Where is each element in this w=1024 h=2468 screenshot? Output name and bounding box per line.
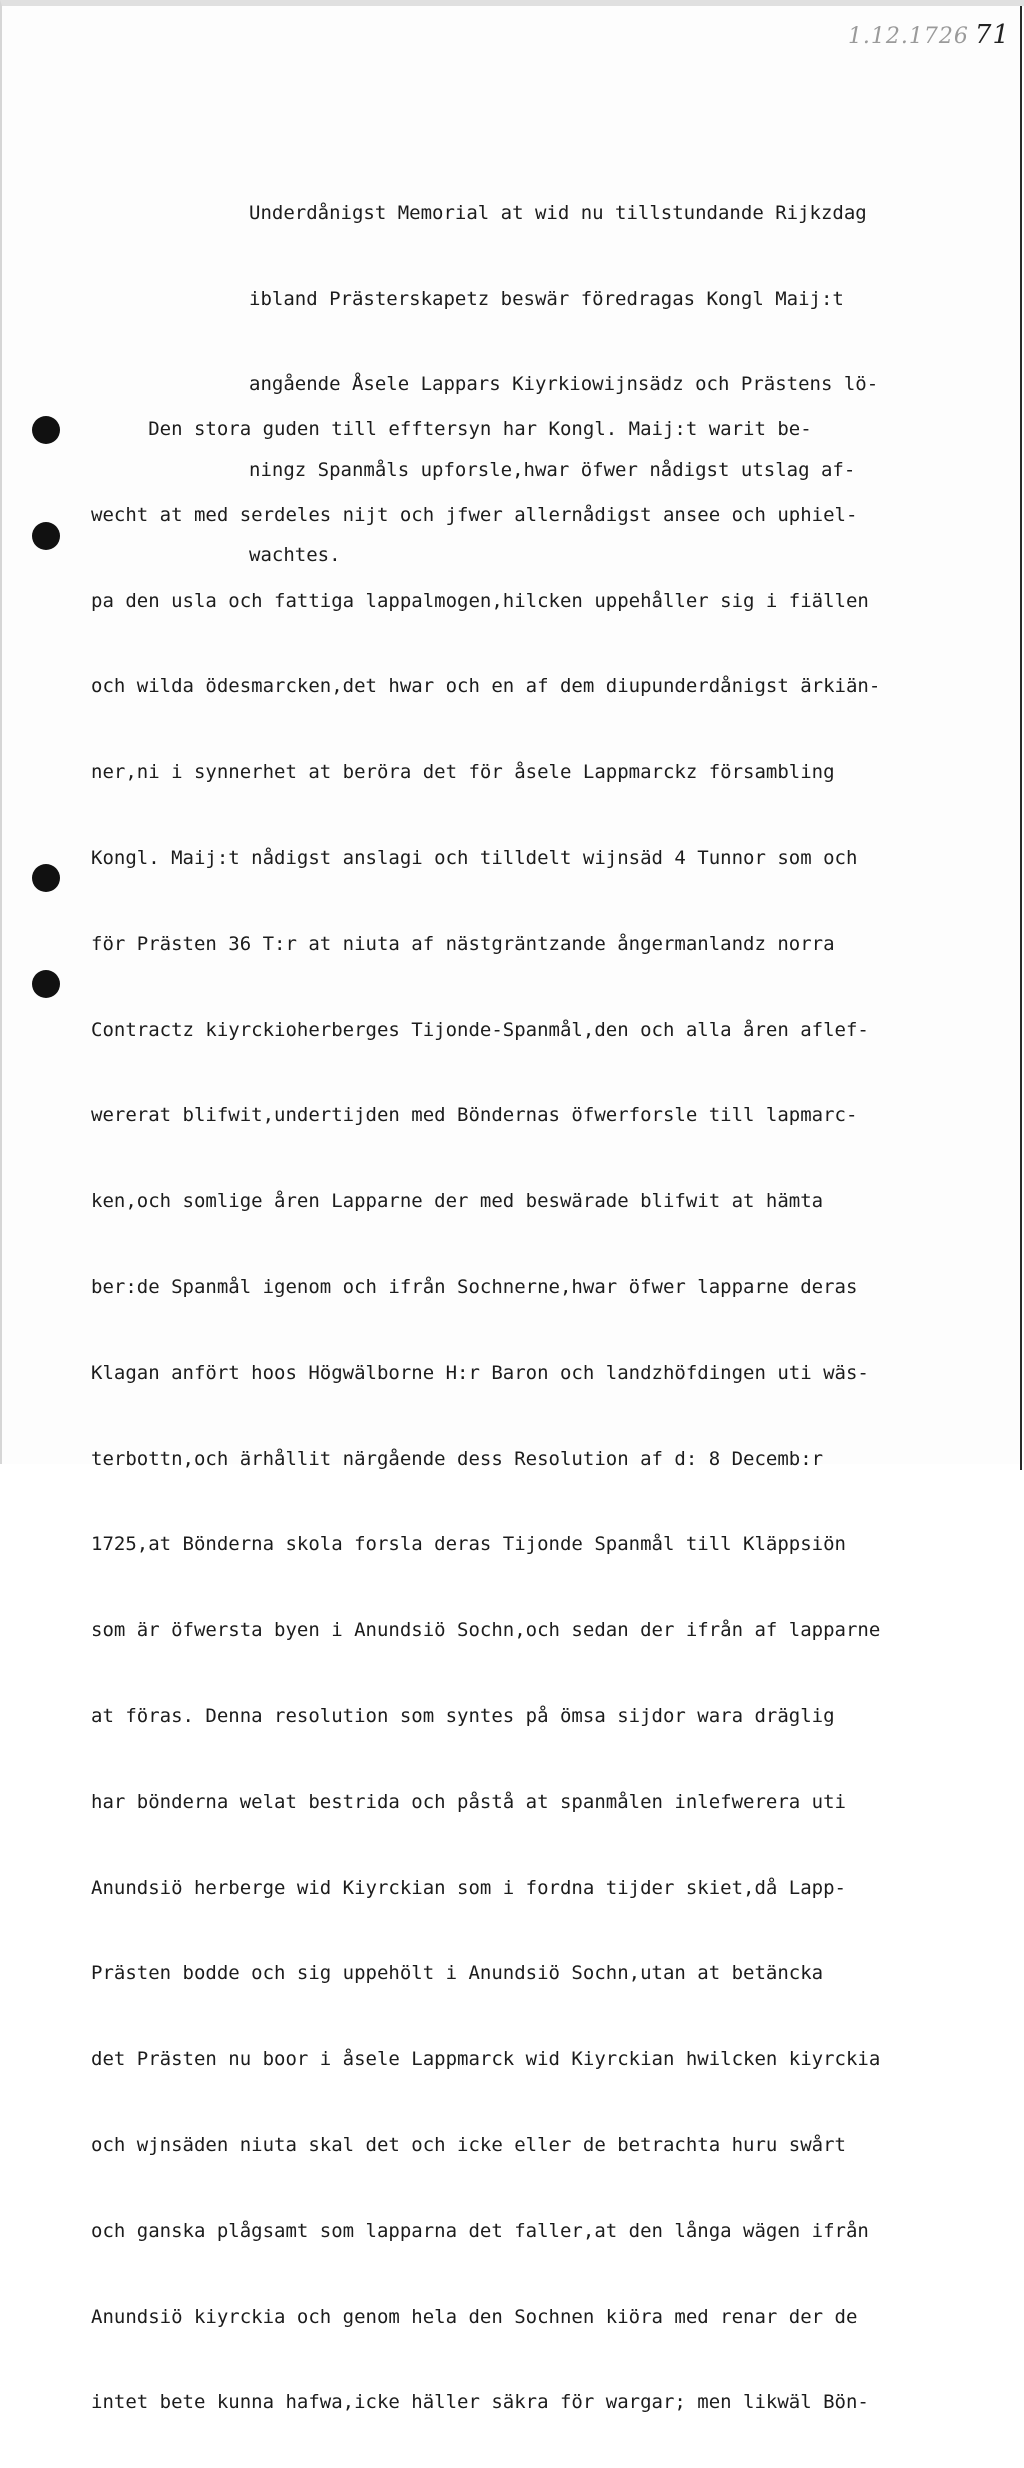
body-line: terbottn,och ärhållit närgående dess Resolution af d: 8 Decemb:r [91, 1447, 824, 1470]
body-line: pa den usla och fattiga lappalmogen,hilcken uppehåller sig i fiällen [91, 589, 869, 612]
body-line: ber:de Spanmål igenom och ifrån Sochnerne,hwar öfwer lapparne deras [91, 1275, 858, 1298]
body-line: Prästen bodde och sig uppehölt i Anundsiö Sochn,utan at betäncka [91, 1962, 824, 1985]
heading-line: angående Åsele Lappars Kiyrkiowijnsädz och Prästens lö- [249, 373, 879, 396]
body-line: intet bete kunna hafwa,icke häller säkra för wargar; men likwäl Bön- [91, 2391, 869, 2414]
heading-line: ibland Prästerskapetz beswär föredragas Kongl Maij:t [249, 287, 844, 310]
heading-line: wachtes. [249, 544, 341, 567]
body-line: har bönderna welat bestrida och påstå at spanmålen inlefwerera uti [91, 1790, 846, 1813]
body-line: Anundsiö herberge wid Kiyrckian som i fordna tijder skiet,då Lapp- [91, 1876, 846, 1899]
body-line: Den stora guden till efftersyn har Kongl. Maij:t warit be- [91, 418, 812, 440]
archive-annotation [848, 20, 1010, 50]
body-line: och wjnsäden niuta skal det och icke eller de betrachta huru swårt [91, 2133, 846, 2156]
body-line: at föras. Denna resolution som syntes på ömsa sijdor wara dräglig [91, 1704, 835, 1727]
body-line: ner,ni i synnerhet at beröra det för åsele Lappmarckz försambling [91, 761, 835, 784]
page-number: 71 [974, 20, 1010, 50]
body-line: wecht at med serdeles nijt och jfwer allernådigst ansee och uphiel- [91, 503, 858, 526]
body-line: wererat blifwit,undertijden med Böndernas öfwerforsle till lapmarc- [91, 1104, 858, 1127]
body-line: och ganska plågsamt som lapparna det faller,at den långa wägen ifrån [91, 2219, 869, 2242]
body-line: det Prästen nu boor i åsele Lappmarck wid Kiyrckian hwilcken kiyrckia [91, 2048, 881, 2071]
body-line: 1725,at Bönderna skola forsla deras Tijonde Spanmål till Kläppsiön [91, 1533, 846, 1556]
punch-hole [32, 416, 60, 444]
body-line: som är öfwersta byen i Anundsiö Sochn,och sedan der ifrån af lapparne [91, 1619, 881, 1642]
body-line: Klagan anfört hoos Högwälborne H:r Baron och landzhöfdingen uti wäs- [91, 1361, 869, 1384]
archive-date: 1.12.1726 [847, 24, 969, 49]
body-line: ken,och somlige åren Lapparne der med beswärade blifwit at hämta [91, 1190, 824, 1213]
body-line: Contractz kiyrckioherberges Tijonde-Spanmål,den och alla åren aflef- [91, 1018, 869, 1041]
body-line: och wilda ödesmarcken,det hwar och en af dem diupunderdånigst ärkiän- [91, 675, 881, 698]
page-edge-shadow [1020, 6, 1022, 1470]
heading-line: ningz Spanmåls upforsle,hwar öfwer nådigst utslag af- [249, 458, 856, 481]
body-line: för Prästen 36 T:r at niuta af nästgräntzande ångermanlandz norra [91, 932, 835, 955]
punch-hole [32, 522, 60, 550]
body-line: Anundsiö kiyrckia och genom hela den Sochnen kiöra med renar der de [91, 2305, 858, 2328]
punch-hole [32, 970, 60, 998]
body-line: Kongl. Maij:t nådigst anslagi och tilldelt wijnsäd 4 Tunnor som och [91, 846, 858, 869]
memorial-body [91, 365, 880, 2468]
punch-hole [32, 864, 60, 892]
heading-line: Underdånigst Memorial at wid nu tillstundande Rijkzdag [249, 202, 867, 224]
